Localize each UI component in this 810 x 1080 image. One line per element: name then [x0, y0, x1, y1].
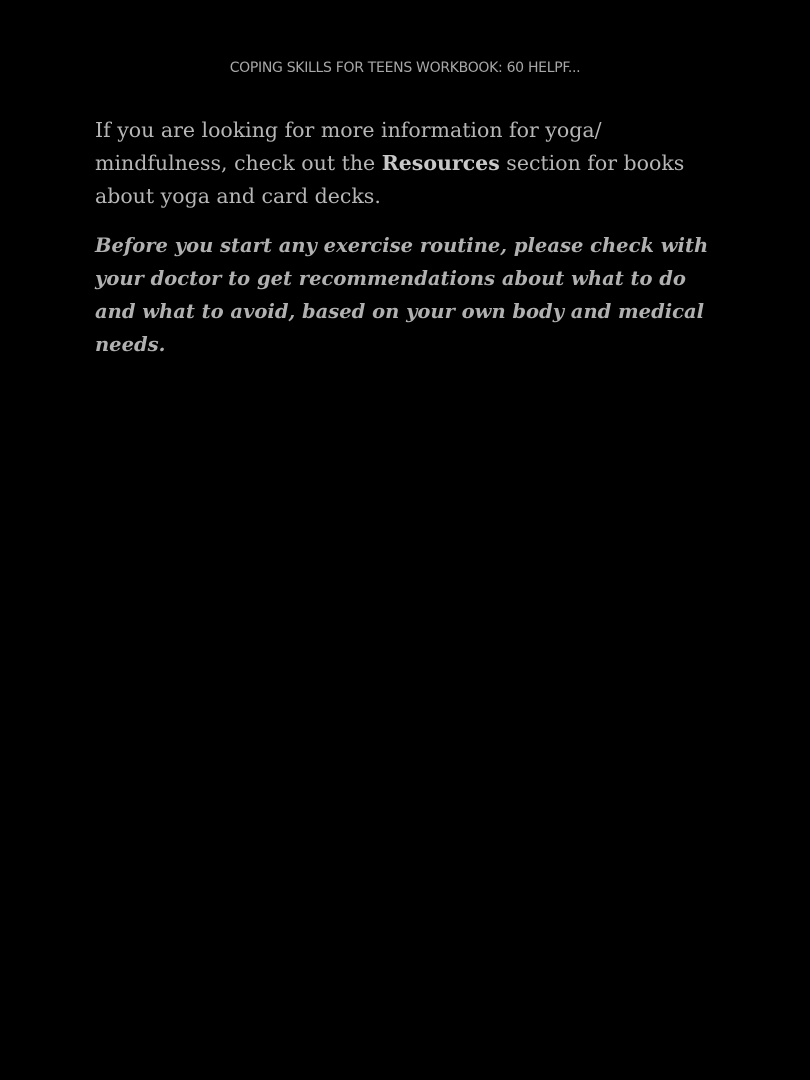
paragraph-resources-text-start: If you are looking for more information for yoga/ mindfulness, check out the: [95, 118, 602, 175]
page-content: [95, 114, 725, 377]
resources-link-text: Resources: [381, 151, 500, 175]
paragraph-resources: [95, 114, 725, 213]
paragraph-resources-text-end: section for books about yoga and card decks.: [95, 151, 685, 208]
book-title-header[interactable]: COPING SKILLS FOR TEENS WORKBOOK: 60 HELPF...: [229, 60, 581, 76]
paragraph-doctor-warning: Before you start any exercise routine, please check with your doctor to get recommendations about what to do and what to avoid, based on your own body and medical needs.: [95, 234, 709, 356]
